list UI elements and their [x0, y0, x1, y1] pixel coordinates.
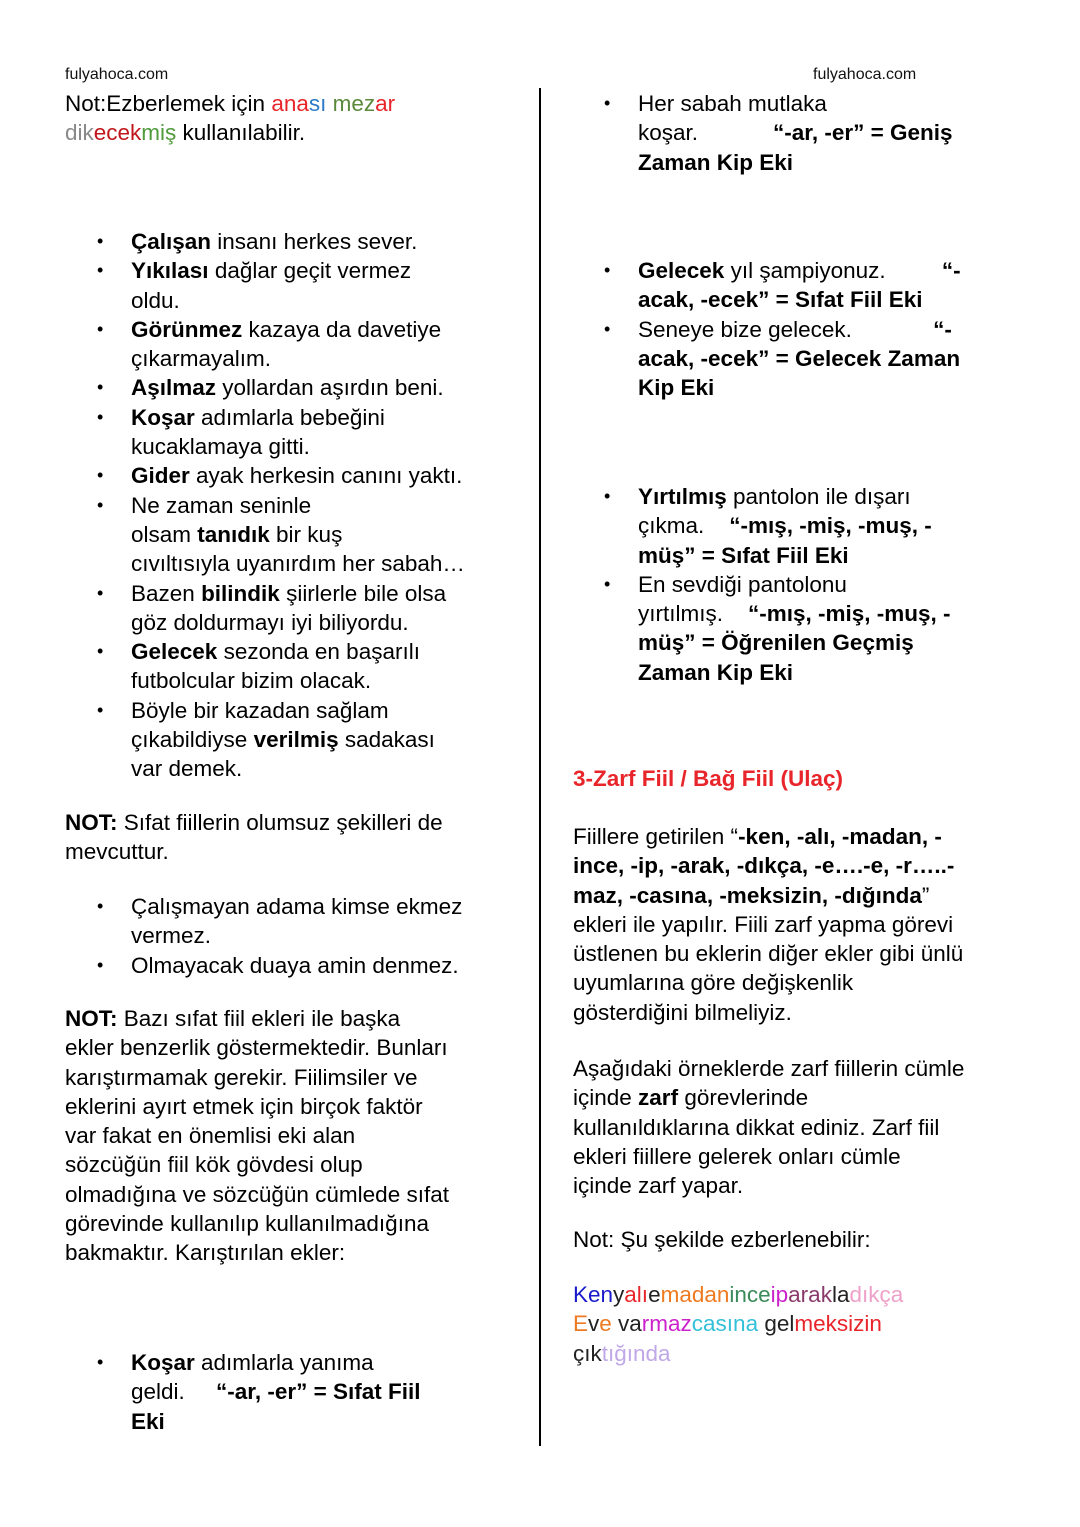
text-segment: Not:Ezberlemek için — [65, 91, 272, 116]
colored-text: v — [588, 1311, 600, 1337]
bold-text: “-ar, -er” = Geniş Zaman Kip Eki — [638, 120, 953, 175]
text-segment: insanı herkes sever. — [211, 229, 418, 254]
list-item — [572, 89, 953, 177]
section-heading: 3-Zarf Fiil / Bağ Fiil (Ulaç) — [573, 766, 844, 791]
colored-text: arak — [788, 1282, 832, 1307]
bold-text: bilindik — [201, 580, 280, 606]
right-example-list-3 — [572, 482, 951, 687]
text-segment: Seneye bize gelecek. — [638, 316, 934, 342]
bold-text: Gider — [131, 463, 190, 489]
bold-text: -ken, -alı, -madan, - ince, -ip, -arak, -dıkça, -e….-e, -r…..- maz, -casına, -meksizin, -dığında — [573, 824, 955, 908]
colored-text: gel — [758, 1311, 795, 1337]
text-segment: sadakası var demek. — [131, 727, 435, 782]
text-segment: Aşağıdaki örneklerde zarf fiillerin cümle içinde — [573, 1056, 965, 1111]
list-item — [65, 256, 465, 315]
list-item — [65, 637, 465, 696]
colored-mnemonic — [573, 1280, 903, 1368]
bold-text: NOT: — [65, 1006, 118, 1031]
list-item — [572, 256, 961, 315]
text-segment: bir kuş cıvıltısıyla uyanırdım her sabah… — [131, 521, 465, 577]
text-segment: Not: Şu şekilde ezberlenebilir: — [573, 1227, 871, 1252]
memo-label — [573, 1225, 871, 1254]
colored-text: Ken — [573, 1282, 614, 1307]
bold-text: Yırtılmış — [638, 484, 727, 509]
colored-text: e — [599, 1311, 612, 1337]
text-segment: Böyle bir kazadan sağlam çıkabildiyse — [131, 697, 389, 753]
column-divider — [539, 88, 541, 1446]
bold-text: verilmiş — [253, 727, 339, 753]
site-header-right: fulyahoca.com — [813, 66, 917, 83]
colored-text: ecek — [93, 120, 142, 146]
bold-text: Gelecek — [638, 258, 725, 283]
colored-text: mez — [326, 91, 376, 116]
note-similar-suffixes — [65, 1004, 449, 1268]
text-segment: Ne zaman seninle olsam — [131, 492, 312, 547]
colored-text: ar — [375, 91, 396, 116]
text-segment: ” ekleri ile yapılır. Fiili zarf yapma görevi üstlenen bu eklerin diğer ekler gibi ünlü uyumlarına göre değişkenlik gösterdiğini bilmeliyiz. — [573, 882, 964, 1025]
text-segment: Her sabah mutlaka koşar. — [638, 91, 827, 146]
text-segment: En sevdiği pantolonu yırtılmış. — [638, 571, 847, 627]
list-item — [572, 315, 961, 403]
bold-text: Gelecek — [131, 639, 218, 665]
right-example-list-2 — [572, 256, 961, 402]
text-segment: Bazı sıfat fiil ekleri ile başka ekler benzerlik göstermektedir. Bunları karıştırmamak gerekir. Fiilimsiler ve eklerini ayırt etmek için birçok faktör var fakat en önemlisi eki alan sözcüğün fiil kök gövdesi olup olmadığına ve sözcüğün cümlede sıfat görevinde kullanılıp kullanılmadığına bakmaktır. Karıştırılan ekler: — [65, 1006, 449, 1266]
bold-text: tanıdık — [197, 521, 270, 547]
colored-text: y — [613, 1282, 625, 1307]
text-segment: adımlarla yanıma geldi. — [131, 1350, 374, 1405]
mnemonic-note — [65, 89, 395, 148]
text-segment: Sıfat fiillerin olumsuz şekilleri de mevcuttur. — [65, 810, 443, 865]
colored-text: E — [573, 1311, 589, 1337]
bold-text: Koşar — [131, 404, 195, 430]
text-segment: adımlarla bebeğini kucaklamaya gitti. — [131, 404, 385, 460]
colored-text: dıkça — [849, 1282, 904, 1307]
colored-text: rmaz — [641, 1311, 692, 1337]
text-segment: pantolon ile dışarı çıkma. — [638, 484, 911, 539]
bold-text: “-mış, -miş, -muş, - müş” = Sıfat Fiil Eki — [638, 513, 932, 568]
bold-text: “-mış, -miş, -muş, - müş” = Öğrenilen Geçmiş Zaman Kip Eki — [638, 601, 951, 685]
colored-text: la — [831, 1282, 850, 1307]
site-header-left: fulyahoca.com — [65, 66, 169, 83]
colored-text: dik — [65, 120, 94, 146]
colored-text: e — [648, 1282, 661, 1307]
colored-text: tığında — [601, 1340, 671, 1366]
list-item — [65, 461, 465, 490]
list-item — [65, 579, 465, 638]
bold-text: “-ar, -er” = Sıfat Fiil Eki — [131, 1379, 421, 1434]
example-list-3 — [65, 1348, 420, 1436]
text-segment: dağlar geçit vermez oldu. — [131, 258, 412, 313]
note-negative-forms — [65, 808, 443, 867]
bold-text: “- acak, -ecek” = Sıfat Fiil Eki — [638, 258, 961, 313]
text-segment: yıl şampiyonuz. — [724, 258, 942, 283]
list-item — [65, 373, 465, 402]
list-item — [65, 696, 465, 784]
list-item — [65, 227, 465, 256]
colored-text: ip — [770, 1282, 789, 1307]
text-segment: Çalışmayan adama kimse ekmez vermez. — [131, 894, 463, 949]
colored-text: madan — [660, 1282, 730, 1307]
colored-text: va — [611, 1311, 642, 1337]
list-item — [65, 1348, 420, 1436]
bold-text: Çalışan — [131, 229, 212, 254]
text-segment: Fiillere getirilen “ — [573, 824, 739, 849]
list-item — [65, 315, 465, 374]
colored-text: meksizin — [794, 1311, 882, 1337]
zarf-fiil-definition — [573, 822, 963, 1027]
text-segment: şiirlerle bile olsa göz doldurmayı iyi biliyordu. — [131, 580, 447, 635]
bold-text: Yıkılası — [131, 258, 209, 284]
text-segment: yollardan aşırdın beni. — [216, 375, 444, 401]
list-item — [65, 403, 465, 462]
list-item — [65, 491, 465, 579]
text-segment: kullanılabilir. — [176, 120, 306, 146]
bold-text: “- acak, -ecek” = Gelecek Zaman Kip Eki — [638, 316, 961, 401]
right-example-list-1 — [572, 89, 953, 177]
list-item — [65, 951, 462, 980]
text-segment: Bazen — [131, 580, 202, 606]
text-segment: ayak herkesin canını yaktı. — [189, 463, 463, 489]
colored-text: alı — [624, 1282, 649, 1307]
text-segment: kazaya da davetiye çıkarmayalım. — [131, 316, 442, 372]
bold-text: NOT: — [65, 810, 118, 835]
bold-text: Aşılmaz — [131, 375, 217, 401]
text-segment: sezonda en başarılı futbolcular bizim olacak. — [131, 639, 420, 694]
list-item — [572, 570, 951, 687]
colored-text: miş — [141, 120, 177, 146]
list-item — [65, 892, 462, 951]
colored-text: çık — [573, 1340, 602, 1366]
text-segment: görevlerinde kullanıldıklarına dikkat ediniz. Zarf fiil ekleri fiillere gelerek onları cümle içinde zarf yapar. — [573, 1085, 940, 1199]
colored-text: casına — [691, 1311, 759, 1337]
colored-text: ana — [271, 91, 309, 116]
bold-text: zarf — [638, 1085, 679, 1111]
example-list-1 — [65, 227, 465, 784]
list-item — [572, 482, 951, 570]
bold-text: Görünmez — [131, 316, 243, 342]
text-segment: Olmayacak duaya amin denmez. — [131, 952, 459, 978]
colored-text: ince — [729, 1282, 771, 1307]
colored-text: sı — [308, 91, 327, 116]
example-list-2 — [65, 892, 462, 980]
bold-text: Koşar — [131, 1350, 195, 1375]
zarf-fiil-explanation — [573, 1054, 964, 1200]
